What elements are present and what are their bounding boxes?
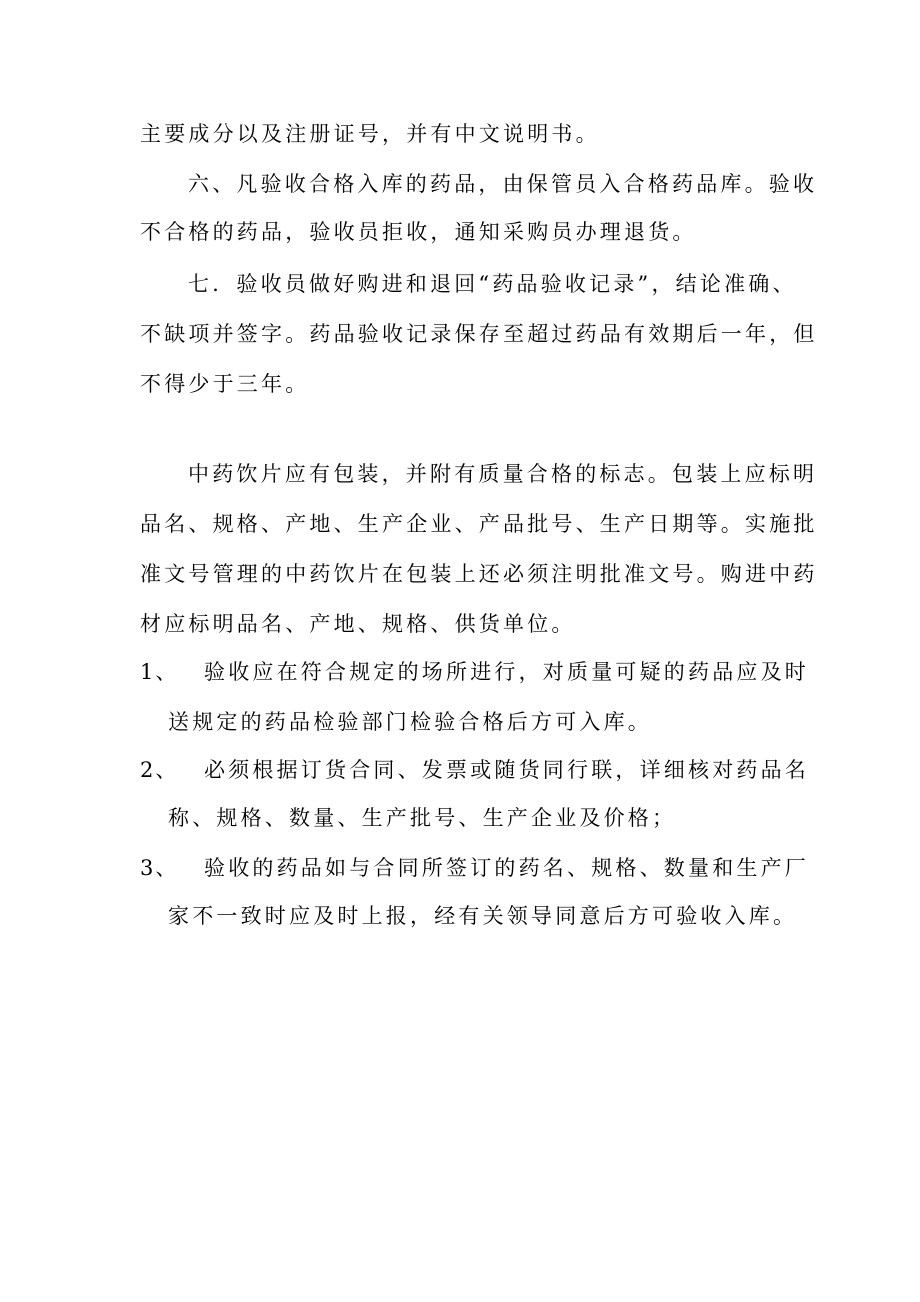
paragraph-4-line-2: 品名、规格、产地、生产企业、产品批号、生产日期等。实施批 bbox=[140, 512, 818, 536]
list-item-3-line-2: 家不一致时应及时上报，经有关领导同意后方可验收入库。 bbox=[168, 904, 798, 928]
paragraph-2-line-1: 六、凡验收合格入库的药品，由保管员入合格药品库。验收 bbox=[188, 172, 818, 196]
list-item-3-number: 3、 bbox=[140, 856, 179, 880]
paragraph-4-line-3: 准文号管理的中药饮片在包装上还必须注明批准文号。购进中药 bbox=[140, 562, 818, 586]
list-item-2-line-2: 称、规格、数量、生产批号、生产企业及价格； bbox=[168, 806, 677, 830]
paragraph-3-line-2: 不缺项并签字。药品验收记录保存至超过药品有效期后一年，但 bbox=[140, 322, 818, 346]
list-item-3-line-1: 验收的药品如与合同所签订的药名、规格、数量和生产厂 bbox=[204, 856, 809, 880]
paragraph-3-line-1: 七．验收员做好购进和退回“药品验收记录”，结论准确、 bbox=[188, 272, 797, 296]
list-item-2-line-1: 必须根据订货合同、发票或随货同行联，详细核对药品名 bbox=[204, 758, 809, 782]
paragraph-4-line-4: 材应标明品名、产地、规格、供货单位。 bbox=[140, 612, 576, 636]
paragraph-1-line-1: 主要成分以及注册证号，并有中文说明书。 bbox=[140, 122, 600, 146]
list-item-1-number: 1、 bbox=[140, 660, 179, 684]
paragraph-3-line-3: 不得少于三年。 bbox=[140, 372, 310, 396]
paragraph-4-line-1: 中药饮片应有包装，并附有质量合格的标志。包装上应标明 bbox=[188, 462, 818, 486]
list-item-1-line-1: 验收应在符合规定的场所进行，对质量可疑的药品应及时 bbox=[204, 660, 809, 684]
paragraph-2-line-2: 不合格的药品，验收员拒收，通知采购员办理退货。 bbox=[140, 220, 697, 244]
list-item-1-line-2: 送规定的药品检验部门检验合格后方可入库。 bbox=[168, 710, 652, 734]
list-item-2-number: 2、 bbox=[140, 758, 179, 782]
